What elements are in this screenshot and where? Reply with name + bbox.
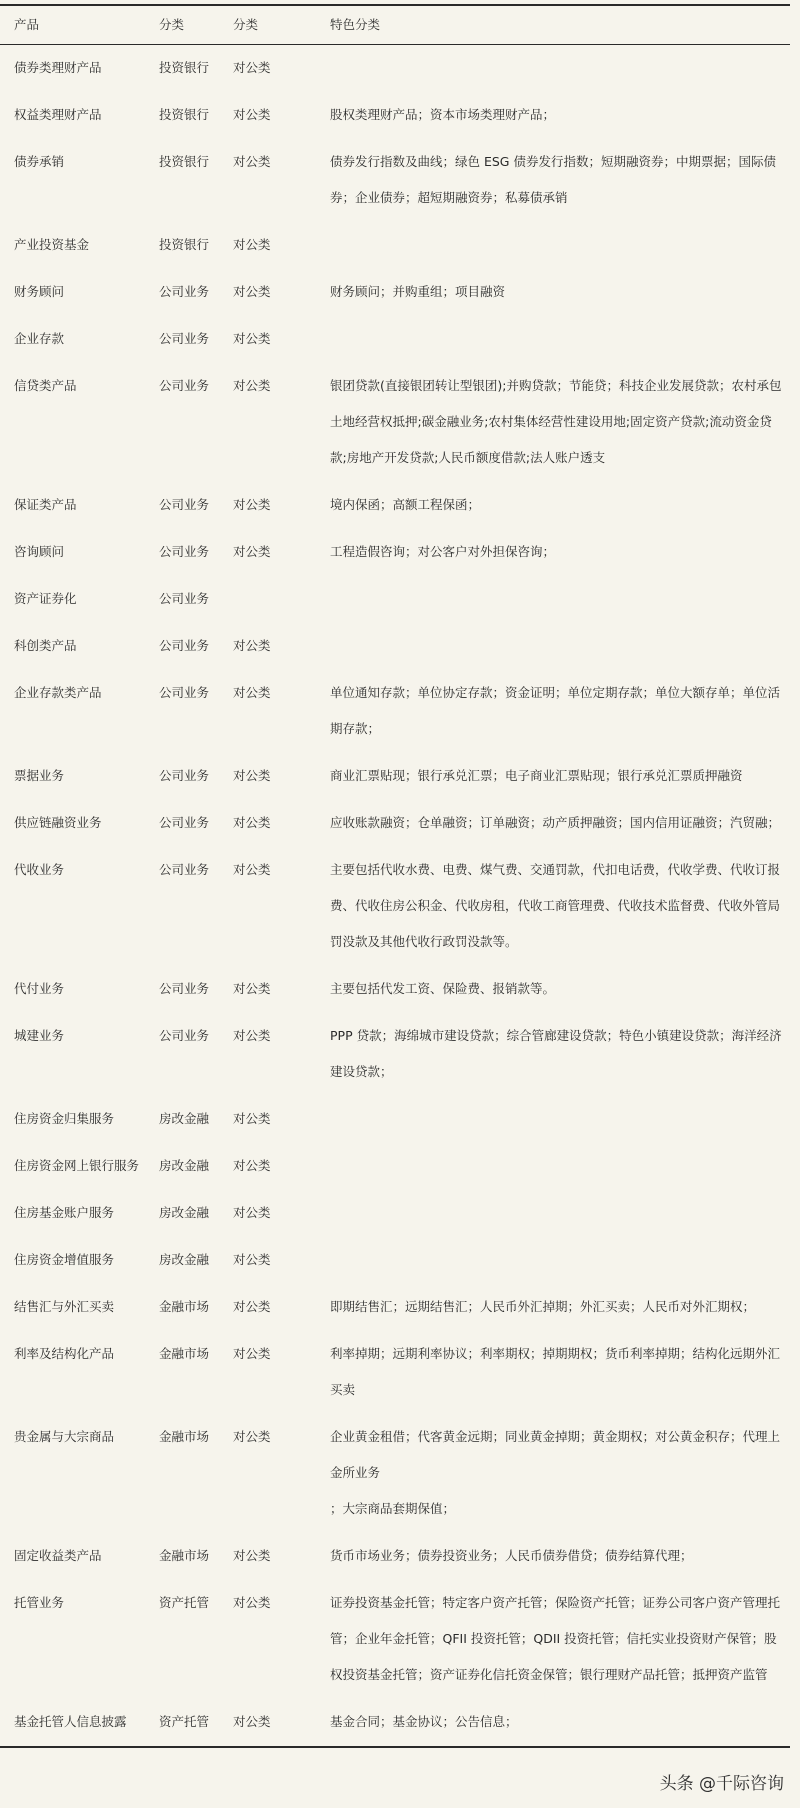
table-row	[0, 1533, 790, 1580]
table-row	[0, 1013, 790, 1096]
cell-features: 财务顾问；并购重组；项目融资	[330, 284, 506, 299]
cell-category-2: 对公类	[233, 685, 271, 700]
cell-category: 公司业务	[159, 497, 210, 512]
cell-category: 公司业务	[159, 284, 210, 299]
cell-category: 金融市场	[159, 1346, 210, 1361]
cell-category: 投资银行	[159, 154, 210, 169]
cell-category: 金融市场	[159, 1429, 210, 1444]
cell-product: 信贷类产品	[14, 378, 77, 393]
cell-features: 单位通知存款；单位协定存款；资金证明；单位定期存款；单位大额存单；单位活期存款；	[330, 685, 781, 736]
cell-category-2: 对公类	[233, 1028, 271, 1043]
cell-category: 投资银行	[159, 107, 210, 122]
cell-product: 科创类产品	[14, 638, 77, 653]
table-row	[0, 269, 790, 316]
table-row	[0, 316, 790, 363]
cell-category: 公司业务	[159, 1028, 210, 1043]
table-row	[0, 482, 790, 529]
table-row	[0, 363, 790, 482]
cell-features	[316, 576, 790, 623]
table-row	[0, 1190, 790, 1237]
cell-features	[316, 623, 790, 670]
table-row	[0, 529, 790, 576]
cell-category: 房改金融	[159, 1158, 210, 1173]
header-features: 特色分类	[316, 5, 790, 45]
cell-features: PPP 贷款；海绵城市建设贷款；综合管廊建设贷款；特色小镇建设贷款；海洋经济建设贷款；	[330, 1028, 782, 1079]
table-row	[0, 92, 790, 139]
product-table	[0, 4, 790, 1748]
cell-features	[316, 1190, 790, 1237]
table-header-row	[0, 5, 790, 45]
cell-product: 住房资金网上银行服务	[14, 1158, 140, 1173]
cell-category: 公司业务	[159, 815, 210, 830]
cell-category-2: 对公类	[233, 768, 271, 783]
cell-category-2: 对公类	[233, 1429, 271, 1444]
header-product: 产品	[0, 5, 145, 45]
cell-features: 基金合同；基金协议；公告信息；	[316, 1699, 790, 1747]
cell-category-2: 对公类	[233, 1595, 271, 1610]
cell-product: 代收业务	[14, 862, 65, 877]
cell-category: 房改金融	[159, 1205, 210, 1220]
cell-category: 公司业务	[159, 768, 210, 783]
cell-category: 资产托管	[145, 1699, 219, 1747]
table-row	[0, 1699, 790, 1747]
table-row	[0, 623, 790, 670]
cell-product: 权益类理财产品	[14, 107, 102, 122]
cell-category-2: 对公类	[233, 378, 271, 393]
cell-features: 证券投资基金托管；特定客户资产托管；保险资产托管；证券公司客户资产管理托管；企业年金托管；QFII 投资托管；QDII 投资托管；信托实业投资财产保管；股权投资基金托管；资产证券化信托资金保管；银行理财产品托管；抵押资产监管	[330, 1595, 781, 1682]
cell-features	[316, 316, 790, 363]
cell-product: 票据业务	[14, 768, 65, 783]
cell-product: 结售汇与外汇买卖	[14, 1299, 115, 1314]
cell-product: 企业存款类产品	[14, 685, 102, 700]
cell-features: 工程造假咨询；对公客户对外担保咨询；	[330, 544, 556, 559]
cell-category-2: 对公类	[233, 1548, 271, 1563]
cell-category-2: 对公类	[233, 237, 271, 252]
table-row	[0, 966, 790, 1013]
table-row	[0, 847, 790, 966]
cell-product: 资产证券化	[14, 591, 77, 606]
cell-category: 资产托管	[159, 1595, 210, 1610]
cell-category: 公司业务	[159, 685, 210, 700]
cell-product: 产业投资基金	[14, 237, 90, 252]
cell-category: 金融市场	[159, 1299, 210, 1314]
cell-features: 应收账款融资；仓单融资；订单融资；动产质押融资；国内信用证融资；汽贸融；	[330, 815, 781, 830]
cell-category-2: 对公类	[233, 1111, 271, 1126]
cell-features	[316, 222, 790, 269]
table-body	[0, 45, 790, 1748]
cell-features	[316, 1096, 790, 1143]
table-row	[0, 1284, 790, 1331]
cell-category-2: 对公类	[233, 862, 271, 877]
table-row	[0, 1143, 790, 1190]
cell-category: 公司业务	[159, 981, 210, 996]
cell-category-2: 对公类	[233, 1252, 271, 1267]
cell-product: 基金托管人信息披露	[0, 1699, 145, 1747]
cell-category: 公司业务	[159, 378, 210, 393]
cell-product: 利率及结构化产品	[14, 1346, 115, 1361]
cell-product: 代付业务	[14, 981, 65, 996]
cell-category-2: 对公类	[233, 815, 271, 830]
table-row	[0, 45, 790, 93]
cell-features: 主要包括代收水费、电费、煤气费、交通罚款，代扣电话费，代收学费、代收订报费、代收住房公积金、代收房租，代收工商管理费、代收技术监督费、代收外管局罚没款及其他代收行政罚没款等。	[330, 862, 781, 949]
table-row	[0, 670, 790, 753]
cell-product: 企业存款	[14, 331, 65, 346]
cell-features: 企业黄金租借；代客黄金远期；同业黄金掉期；黄金期权；对公黄金积存；代理上金所业务 ；大宗商品套期保值；	[330, 1429, 781, 1516]
cell-category-2: 对公类	[233, 1346, 271, 1361]
cell-features: 货币市场业务；债券投资业务；人民币债券借贷；债券结算代理；	[330, 1548, 693, 1563]
cell-features: 股权类理财产品；资本市场类理财产品；	[330, 107, 556, 122]
cell-category: 公司业务	[159, 862, 210, 877]
cell-category-2: 对公类	[233, 544, 271, 559]
cell-product: 咨询顾问	[14, 544, 65, 559]
cell-product: 住房资金归集服务	[14, 1111, 115, 1126]
cell-features	[316, 45, 790, 93]
cell-category-2: 对公类	[233, 497, 271, 512]
cell-product: 供应链融资业务	[14, 815, 102, 830]
cell-category: 房改金融	[159, 1111, 210, 1126]
cell-category: 公司业务	[159, 638, 210, 653]
table-row	[0, 139, 790, 222]
cell-category: 金融市场	[159, 1548, 210, 1563]
table-row	[0, 753, 790, 800]
table-row	[0, 1331, 790, 1414]
table-row	[0, 1237, 790, 1284]
cell-category: 投资银行	[159, 60, 210, 75]
cell-product: 贵金属与大宗商品	[14, 1429, 115, 1444]
cell-features: 利率掉期；远期利率协议；利率期权；掉期期权；货币利率掉期；结构化远期外汇买卖	[330, 1346, 781, 1397]
table-row	[0, 1414, 790, 1533]
cell-category-2: 对公类	[233, 331, 271, 346]
cell-product: 保证类产品	[14, 497, 77, 512]
product-table-container	[0, 4, 790, 1748]
cell-category-2: 对公类	[219, 1699, 316, 1747]
table-row	[0, 1580, 790, 1699]
cell-category-2: 对公类	[233, 107, 271, 122]
cell-product: 住房基金账户服务	[14, 1205, 115, 1220]
cell-category: 房改金融	[159, 1252, 210, 1267]
cell-category-2: 对公类	[233, 154, 271, 169]
cell-features	[316, 1143, 790, 1190]
cell-features: 银团贷款(直接银团转让型银团);并购贷款；节能贷；科技企业发展贷款；农村承包土地经营权抵押;碳金融业务;农村集体经营性建设用地;固定资产贷款;流动资金贷款;房地产开发贷款;人民币额度借款;法人账户透支	[330, 378, 782, 465]
cell-product: 债券类理财产品	[14, 60, 102, 75]
cell-category: 投资银行	[159, 237, 210, 252]
cell-product: 固定收益类产品	[14, 1548, 102, 1563]
cell-category-2: 对公类	[233, 284, 271, 299]
cell-category-2: 对公类	[233, 1158, 271, 1173]
cell-category-2	[219, 576, 316, 623]
cell-category-2: 对公类	[233, 60, 271, 75]
cell-features: 债券发行指数及曲线；绿色 ESG 债券发行指数；短期融资券；中期票据；国际债券；企业债券；超短期融资券；私募债承销	[330, 154, 776, 205]
cell-features: 即期结售汇；远期结售汇；人民币外汇掉期；外汇买卖；人民币对外汇期权；	[330, 1299, 756, 1314]
table-row	[0, 800, 790, 847]
header-category-2: 分类	[219, 5, 316, 45]
table-row	[0, 1096, 790, 1143]
header-category: 分类	[145, 5, 219, 45]
cell-category: 公司业务	[159, 331, 210, 346]
cell-category-2: 对公类	[233, 638, 271, 653]
table-row	[0, 222, 790, 269]
cell-features: 主要包括代发工资、保险费、报销款等。	[330, 981, 556, 996]
cell-category-2: 对公类	[233, 1205, 271, 1220]
cell-product: 托管业务	[14, 1595, 65, 1610]
cell-features: 境内保函；高额工程保函；	[330, 497, 481, 512]
cell-product: 城建业务	[14, 1028, 65, 1043]
cell-category: 公司业务	[159, 591, 210, 606]
cell-category: 公司业务	[159, 544, 210, 559]
source-watermark: 头条 @千际咨询	[659, 1774, 784, 1794]
cell-category-2: 对公类	[233, 981, 271, 996]
table-row	[0, 576, 790, 623]
cell-features: 商业汇票贴现；银行承兑汇票；电子商业汇票贴现；银行承兑汇票质押融资	[330, 768, 743, 783]
cell-product: 债券承销	[14, 154, 65, 169]
cell-product: 财务顾问	[14, 284, 65, 299]
cell-features	[316, 1237, 790, 1284]
cell-product: 住房资金增值服务	[14, 1252, 115, 1267]
cell-category-2: 对公类	[233, 1299, 271, 1314]
